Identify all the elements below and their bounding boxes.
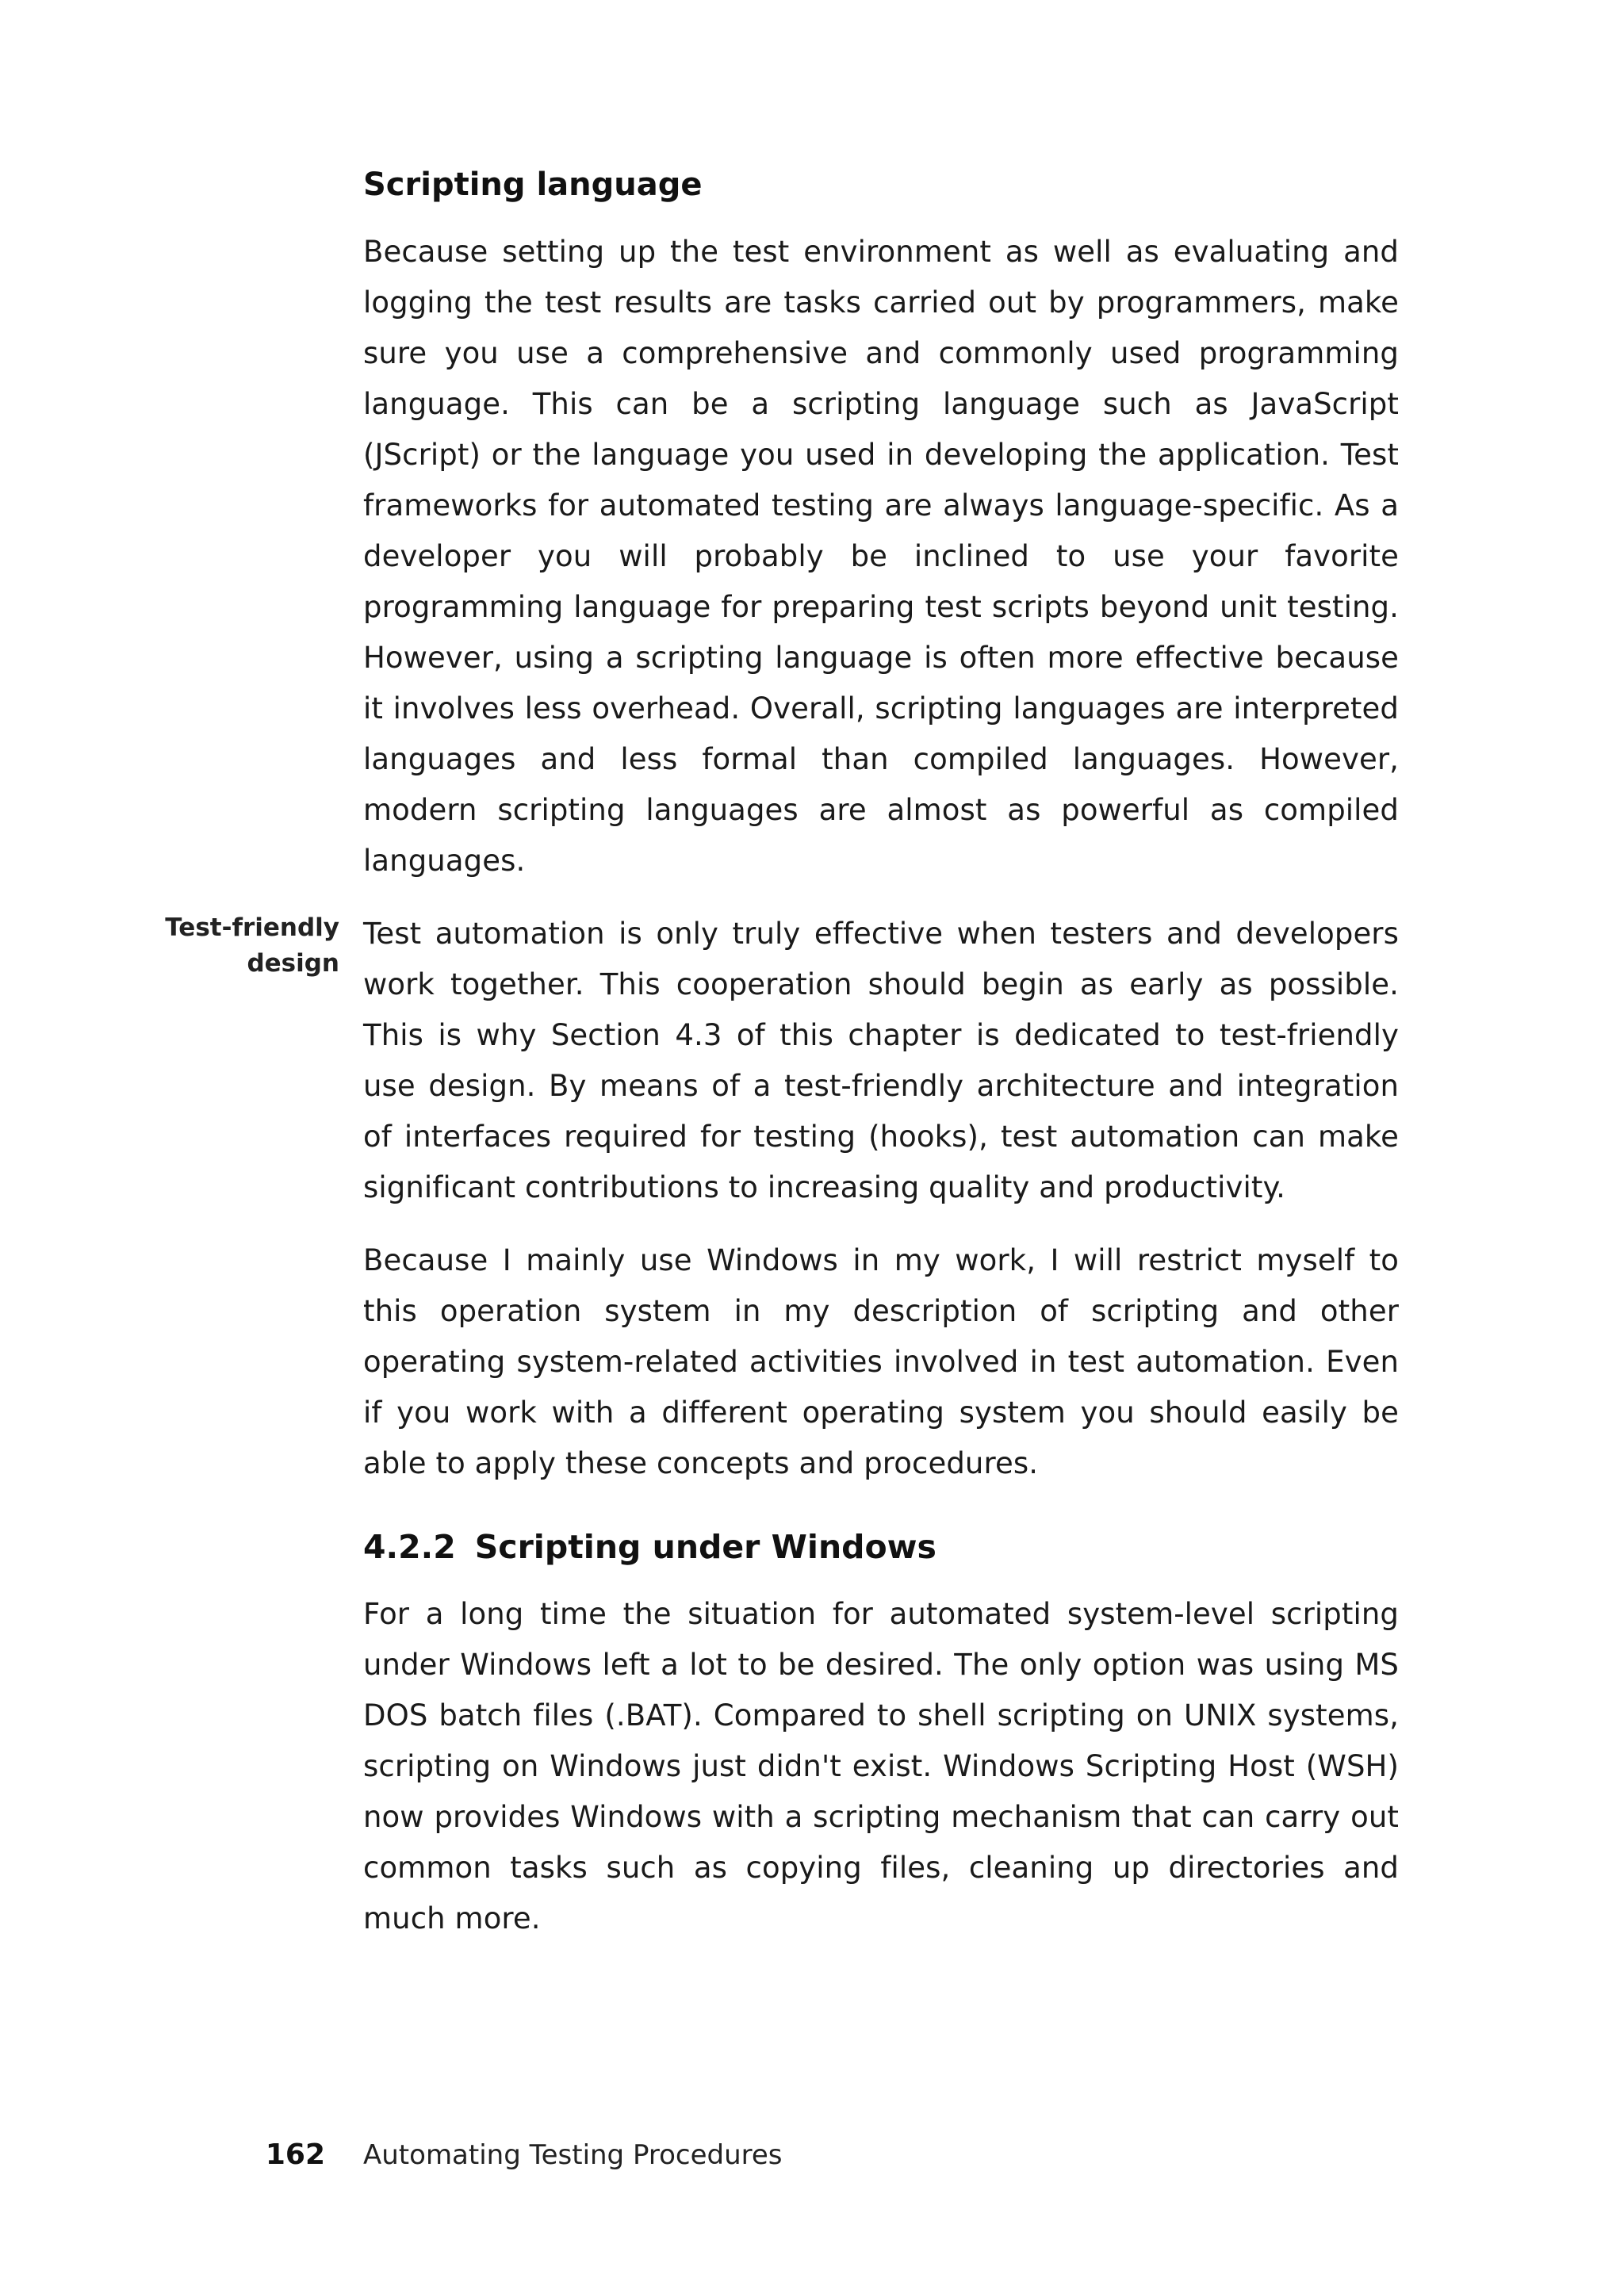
page-number: 162 xyxy=(265,2138,325,2171)
paragraph-windows-focus: Because I mainly use Windows in my work, I will restrict myself to this operation system in my description of scripting and other operating system-related activities involved in test automation. Even if you work with a different operating system you should easily be able to apply these concepts and procedures. xyxy=(363,1243,1399,1480)
main-text-column xyxy=(165,159,1399,1966)
section-number: 4.2.2 xyxy=(363,1528,456,1566)
paragraph-test-automation: Test automation is only truly effective when testers and developers work together. This cooperation should begin as early as possible. This is why Section 4.3 of this chapter is dedicated to test-friendly use design. By means of a test-friendly architecture and integration of interfaces required for testing (hooks), test automation can make significant contributions to increasing quality and productivity. xyxy=(363,917,1399,1204)
paragraph-scripting-windows: For a long time the situation for automated system-level scripting under Windows left a lot to be desired. The only option was using MS DOS batch files (.BAT). Compared to shell scripting on UNIX systems, scripting on Windows just didn't exist. Windows Scripting Host (WSH) now provides Windows with a scripting mechanism that can carry out common tasks such as copying files, cleaning up directories and much more. xyxy=(363,1597,1399,1935)
page-footer xyxy=(0,2131,1624,2179)
test-friendly-block xyxy=(165,909,1399,1213)
subheading-scripting-language: Scripting language xyxy=(363,167,703,203)
section-title: Scripting under Windows xyxy=(474,1528,936,1566)
margin-note-test-friendly-design: Test-friendly design xyxy=(165,913,339,978)
section-heading-scripting-under-windows xyxy=(363,1521,1399,1573)
paragraph-scripting-language: Because setting up the test environment as well as evaluating and logging the test results are tasks carried out by programmers, make sure you use a comprehensive and commonly used programming language. This can be a scripting language such as JavaScript (JScript) or the language you used in developing the application. Test frameworks for automated testing are always language-specific. As a developer you will probably be inclined to use your favorite programming language for preparing test scripts beyond unit testing. However, using a scripting language is often more effective because it involves less overhead. Overall, scripting languages are interpreted languages and less formal than compiled languages. However, modern scripting languages are almost as powerful as compiled languages. xyxy=(363,235,1399,878)
running-title: Automating Testing Procedures xyxy=(363,2139,783,2171)
